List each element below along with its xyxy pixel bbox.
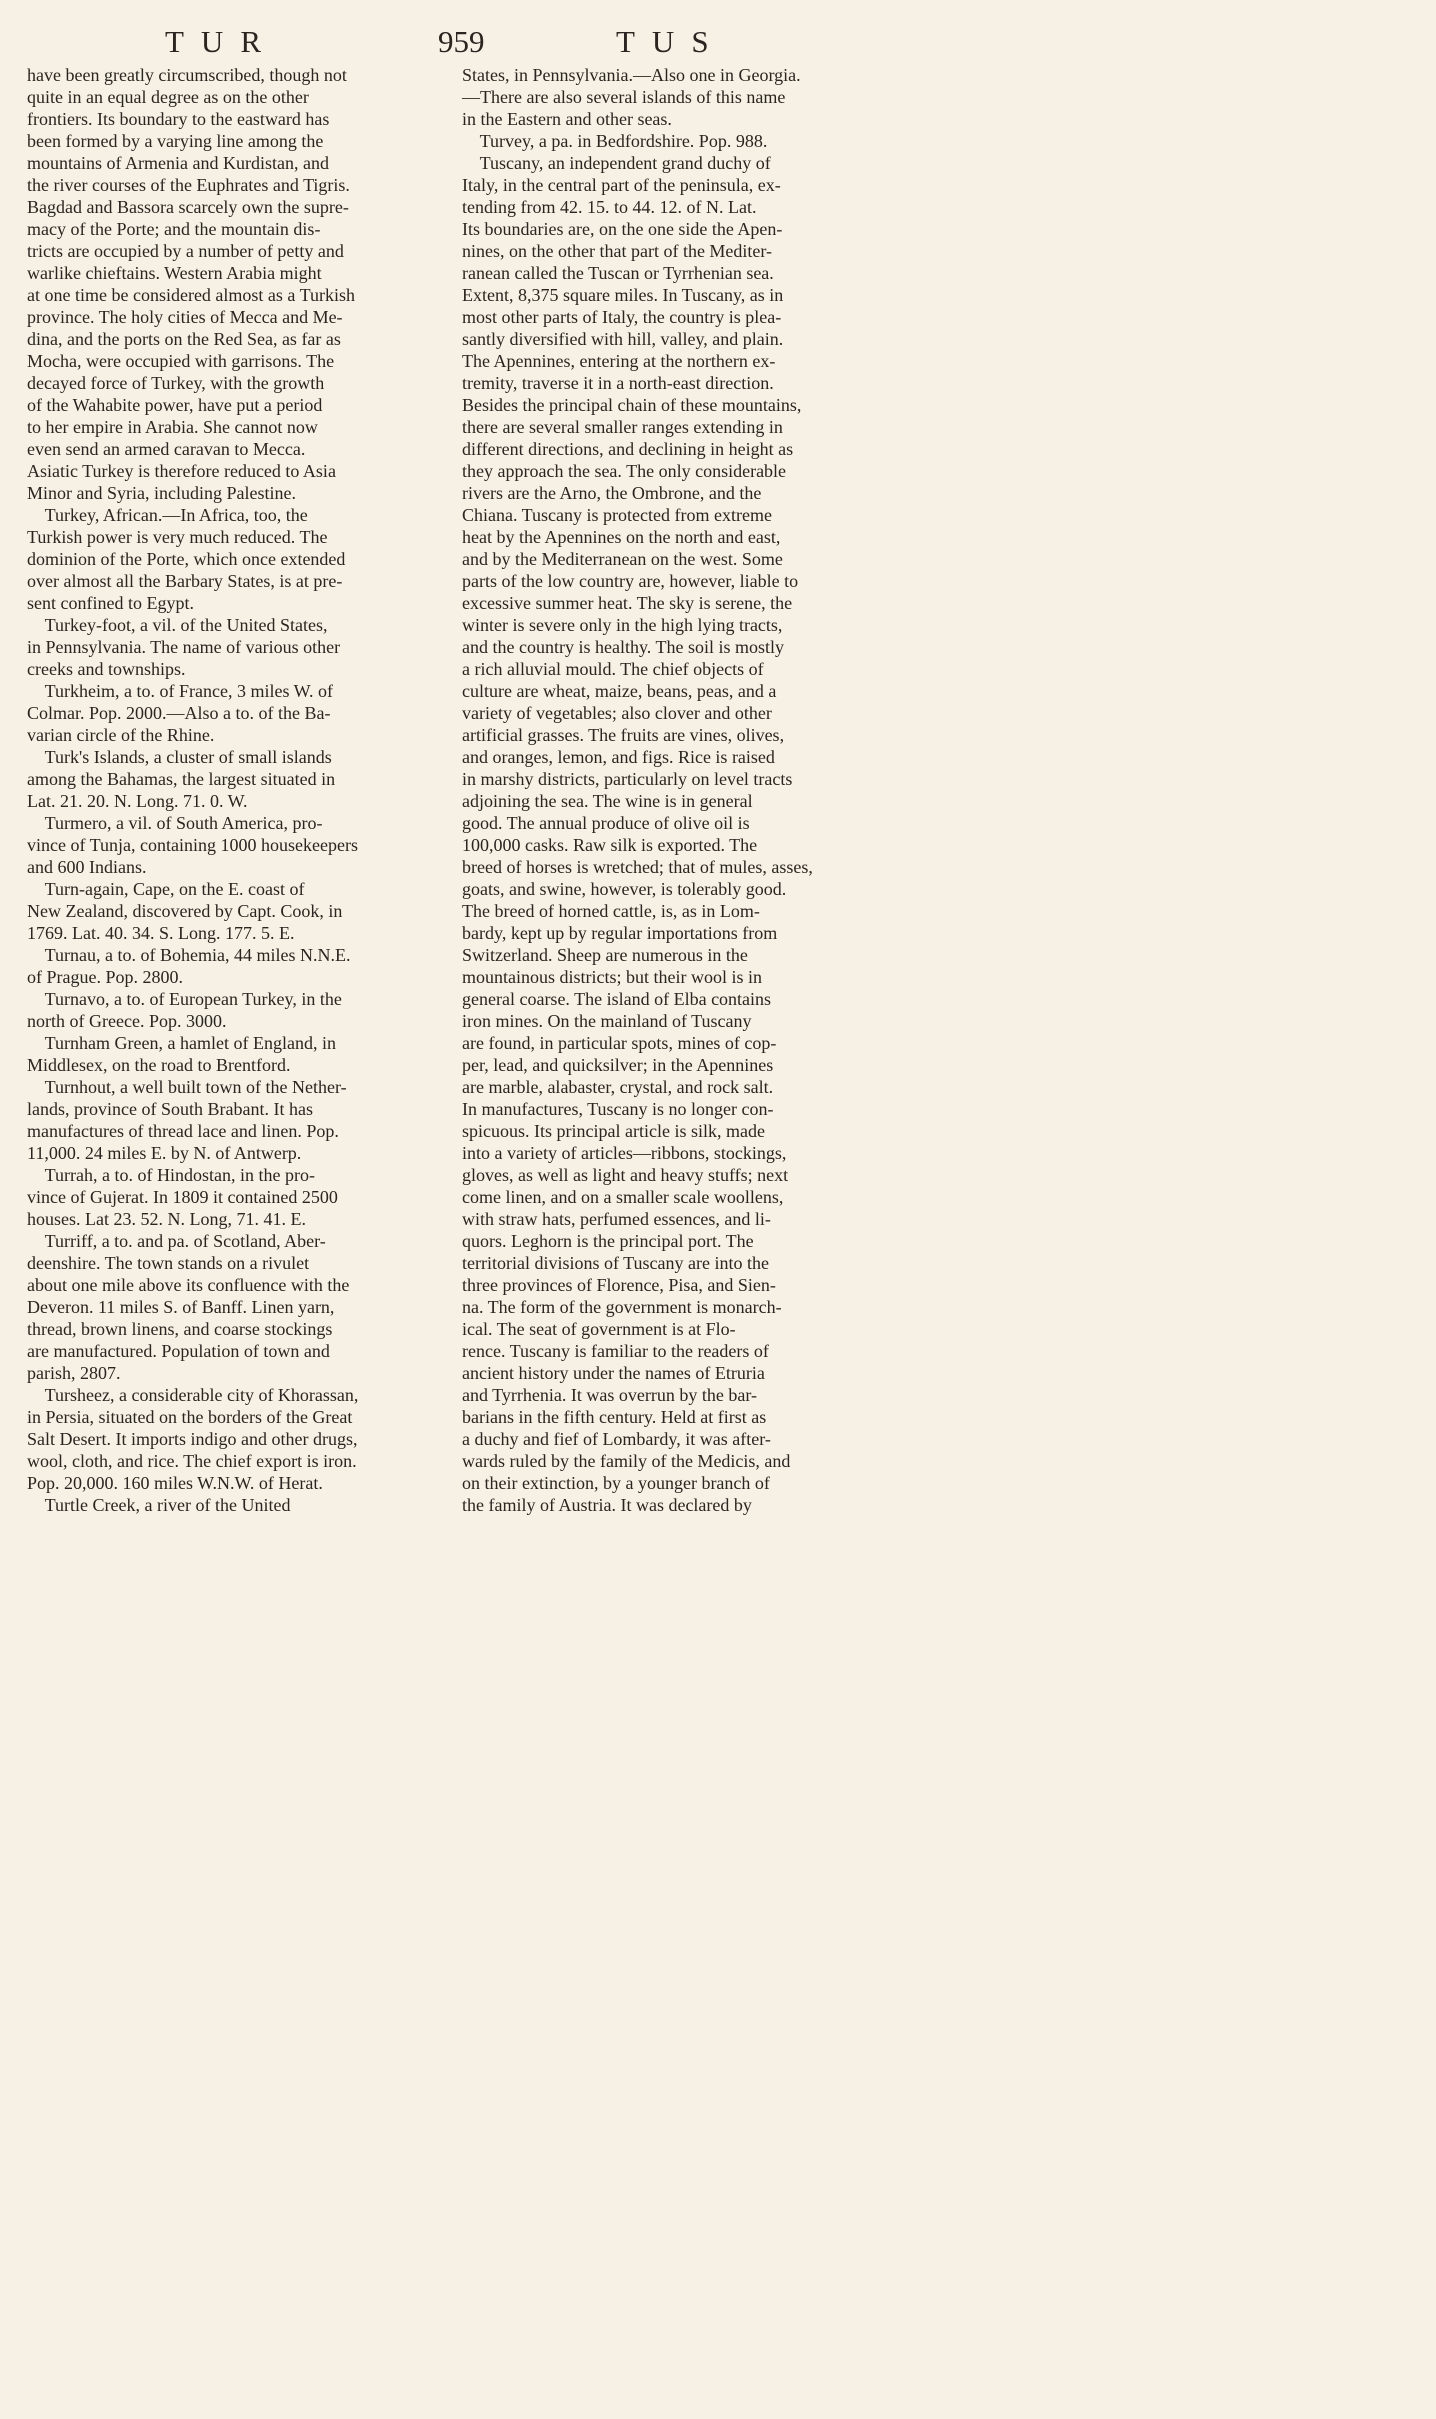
text-line: santly diversified with hill, valley, and plain. <box>462 329 784 349</box>
text-line: Turkish power is very much reduced. The <box>27 527 328 547</box>
text-line: rivers are the Arno, the Ombrone, and the <box>462 483 762 503</box>
header-left-guide-word: TUR <box>165 24 278 59</box>
text-line: Its boundaries are, on the one side the Apen- <box>462 219 783 239</box>
header-right-guide-word: TUS <box>616 24 726 59</box>
text-line: they approach the sea. The only considerable <box>462 461 787 481</box>
text-line: Asiatic Turkey is therefore reduced to Asia <box>27 461 336 481</box>
text-line: been formed by a varying line among the <box>27 131 324 151</box>
text-line: rence. Tuscany is familiar to the readers of <box>462 1341 769 1361</box>
text-line: —There are also several islands of this name <box>462 87 786 107</box>
text-line: houses. Lat 23. 52. N. Long, 71. 41. E. <box>27 1209 306 1229</box>
text-line: Turkey, African.—In Africa, too, the <box>27 505 308 525</box>
running-header <box>0 24 931 64</box>
text-line: Salt Desert. It imports indigo and other drugs, <box>27 1429 358 1449</box>
text-line: dina, and the ports on the Red Sea, as far as <box>27 329 341 349</box>
text-line: and by the Mediterranean on the west. Some <box>462 549 783 569</box>
text-line: to her empire in Arabia. She cannot now <box>27 417 318 437</box>
text-line: frontiers. Its boundary to the eastward has <box>27 109 330 129</box>
text-line: Turnham Green, a hamlet of England, in <box>27 1033 336 1053</box>
text-line: heat by the Apennines on the north and east, <box>462 527 781 547</box>
text-line: States, in Pennsylvania.—Also one in Georgia. <box>462 65 801 85</box>
text-line: iron mines. On the mainland of Tuscany <box>462 1011 752 1031</box>
text-line: spicuous. Its principal article is silk, made <box>462 1121 765 1141</box>
text-line: ranean called the Tuscan or Tyrrhenian sea. <box>462 263 774 283</box>
text-line: are marble, alabaster, crystal, and rock salt. <box>462 1077 774 1097</box>
text-line: in Pennsylvania. The name of various other <box>27 637 341 657</box>
text-line: artificial grasses. The fruits are vines, olives, <box>462 725 785 745</box>
text-line: about one mile above its confluence with the <box>27 1275 350 1295</box>
text-line: and oranges, lemon, and figs. Rice is raised <box>462 747 775 767</box>
text-line: culture are wheat, maize, beans, peas, and a <box>462 681 777 701</box>
text-line: nines, on the other that part of the Mediter- <box>462 241 773 261</box>
text-line: over almost all the Barbary States, is at pre- <box>27 571 343 591</box>
text-line: Tursheez, a considerable city of Khorassan, <box>27 1385 359 1405</box>
text-line: north of Greece. Pop. 3000. <box>27 1011 227 1031</box>
text-line: Turnhout, a well built town of the Nether- <box>27 1077 347 1097</box>
text-line: decayed force of Turkey, with the growth <box>27 373 325 393</box>
text-line: deenshire. The town stands on a rivulet <box>27 1253 310 1273</box>
text-line: quite in an equal degree as on the other <box>27 87 309 107</box>
text-line: excessive summer heat. The sky is serene, the <box>462 593 793 613</box>
text-line: winter is severe only in the high lying tracts, <box>462 615 783 635</box>
text-line: varian circle of the Rhine. <box>27 725 215 745</box>
text-line: the family of Austria. It was declared by <box>462 1495 752 1515</box>
text-line: in the Eastern and other seas. <box>462 109 672 129</box>
text-line: have been greatly circumscribed, though not <box>27 65 347 85</box>
text-line: na. The form of the government is monarch- <box>462 1297 782 1317</box>
text-line: Middlesex, on the road to Brentford. <box>27 1055 291 1075</box>
text-line: a duchy and fief of Lombardy, it was after- <box>462 1429 771 1449</box>
text-line: gloves, as well as light and heavy stuffs; next <box>462 1165 789 1185</box>
text-line: province. The holy cities of Mecca and Me- <box>27 307 343 327</box>
text-line: Switzerland. Sheep are numerous in the <box>462 945 748 965</box>
text-line: variety of vegetables; also clover and other <box>462 703 772 723</box>
text-line: parts of the low country are, however, liable to <box>462 571 799 591</box>
text-line: mountains of Armenia and Kurdistan, and <box>27 153 329 173</box>
text-line: a rich alluvial mould. The chief objects of <box>462 659 764 679</box>
text-line: In manufactures, Tuscany is no longer con- <box>462 1099 774 1119</box>
left-column <box>27 64 439 1516</box>
text-line: mountainous districts; but their wool is in <box>462 967 762 987</box>
text-line: Turriff, a to. and pa. of Scotland, Aber- <box>27 1231 326 1251</box>
text-line: general coarse. The island of Elba contains <box>462 989 772 1009</box>
text-line: Turtle Creek, a river of the United <box>27 1495 291 1515</box>
text-line: good. The annual produce of olive oil is <box>462 813 750 833</box>
text-line: come linen, and on a smaller scale woollens, <box>462 1187 784 1207</box>
text-line: goats, and swine, however, is tolerably good. <box>462 879 787 899</box>
text-line: warlike chieftains. Western Arabia might <box>27 263 322 283</box>
right-column <box>462 64 880 1516</box>
text-line: of Prague. Pop. 2800. <box>27 967 183 987</box>
text-line: bardy, kept up by regular importations from <box>462 923 778 943</box>
text-line: Turnavo, a to. of European Turkey, in the <box>27 989 342 1009</box>
text-line: Tuscany, an independent grand duchy of <box>462 153 771 173</box>
text-line: are found, in particular spots, mines of cop- <box>462 1033 777 1053</box>
text-line: Besides the principal chain of these mountains, <box>462 395 802 415</box>
text-line: there are several smaller ranges extending in <box>462 417 783 437</box>
text-line: 1769. Lat. 40. 34. S. Long. 177. 5. E. <box>27 923 295 943</box>
text-line: New Zealand, discovered by Capt. Cook, in <box>27 901 343 921</box>
text-line: ical. The seat of government is at Flo- <box>462 1319 736 1339</box>
text-line: quors. Leghorn is the principal port. The <box>462 1231 754 1251</box>
text-line: in Persia, situated on the borders of the Great <box>27 1407 353 1427</box>
text-line: per, lead, and quicksilver; in the Apennines <box>462 1055 774 1075</box>
text-line: with straw hats, perfumed essences, and li- <box>462 1209 771 1229</box>
text-line: adjoining the sea. The wine is in general <box>462 791 753 811</box>
text-line: sent confined to Egypt. <box>27 593 194 613</box>
text-line: on their extinction, by a younger branch of <box>462 1473 770 1493</box>
text-line: even send an armed caravan to Mecca. <box>27 439 306 459</box>
text-line: barians in the fifth century. Held at first as <box>462 1407 767 1427</box>
text-line: dominion of the Porte, which once extended <box>27 549 346 569</box>
text-line: Turvey, a pa. in Bedfordshire. Pop. 988. <box>462 131 768 151</box>
text-line: most other parts of Italy, the country is plea- <box>462 307 782 327</box>
text-line: tricts are occupied by a number of petty and <box>27 241 344 261</box>
text-line: Turn-again, Cape, on the E. coast of <box>27 879 305 899</box>
text-line: creeks and townships. <box>27 659 186 679</box>
text-line: three provinces of Florence, Pisa, and Sien- <box>462 1275 776 1295</box>
text-line: macy of the Porte; and the mountain dis- <box>27 219 321 239</box>
text-line: of the Wahabite power, have put a period <box>27 395 323 415</box>
dictionary-page <box>0 0 931 1568</box>
text-line: territorial divisions of Tuscany are into the <box>462 1253 769 1273</box>
page-number: 959 <box>438 24 485 59</box>
text-line: Turkey-foot, a vil. of the United States, <box>27 615 328 635</box>
text-line: ancient history under the names of Etruria <box>462 1363 765 1383</box>
text-line: manufactures of thread lace and linen. Pop. <box>27 1121 339 1141</box>
text-line: Mocha, were occupied with garrisons. The <box>27 351 335 371</box>
text-line: and the country is healthy. The soil is mostly <box>462 637 784 657</box>
text-line: Deveron. 11 miles S. of Banff. Linen yarn, <box>27 1297 335 1317</box>
text-line: Turrah, a to. of Hindostan, in the pro- <box>27 1165 315 1185</box>
text-line: Pop. 20,000. 160 miles W.N.W. of Herat. <box>27 1473 323 1493</box>
text-line: breed of horses is wretched; that of mules, asses, <box>462 857 813 877</box>
text-line: Turk's Islands, a cluster of small islands <box>27 747 332 767</box>
text-line: Italy, in the central part of the peninsula, ex- <box>462 175 781 195</box>
text-line: tremity, traverse it in a north-east direction. <box>462 373 774 393</box>
text-line: parish, 2807. <box>27 1363 121 1383</box>
text-line: into a variety of articles—ribbons, stockings, <box>462 1143 787 1163</box>
text-line: vince of Tunja, containing 1000 housekeepers <box>27 835 358 855</box>
text-line: Lat. 21. 20. N. Long. 71. 0. W. <box>27 791 248 811</box>
text-line: Turkheim, a to. of France, 3 miles W. of <box>27 681 333 701</box>
text-line: in marshy districts, particularly on level tracts <box>462 769 793 789</box>
text-line: are manufactured. Population of town and <box>27 1341 330 1361</box>
text-line: Extent, 8,375 square miles. In Tuscany, as in <box>462 285 784 305</box>
text-line: among the Bahamas, the largest situated in <box>27 769 336 789</box>
text-line: and 600 Indians. <box>27 857 147 877</box>
text-line: Turmero, a vil. of South America, pro- <box>27 813 323 833</box>
text-line: wool, cloth, and rice. The chief export is iron. <box>27 1451 357 1471</box>
text-line: vince of Gujerat. In 1809 it contained 2500 <box>27 1187 338 1207</box>
text-line: at one time be considered almost as a Turkish <box>27 285 355 305</box>
text-line: Bagdad and Bassora scarcely own the supre- <box>27 197 349 217</box>
text-line: 100,000 casks. Raw silk is exported. The <box>462 835 758 855</box>
text-line: lands, province of South Brabant. It has <box>27 1099 313 1119</box>
text-line: Colmar. Pop. 2000.—Also a to. of the Ba- <box>27 703 331 723</box>
text-line: different directions, and declining in height as <box>462 439 794 459</box>
text-line: the river courses of the Euphrates and Tigris. <box>27 175 350 195</box>
text-line: Chiana. Tuscany is protected from extreme <box>462 505 772 525</box>
text-line: Minor and Syria, including Palestine. <box>27 483 296 503</box>
text-line: The Apennines, entering at the northern ex- <box>462 351 776 371</box>
text-line: thread, brown linens, and coarse stockings <box>27 1319 333 1339</box>
text-line: and Tyrrhenia. It was overrun by the bar- <box>462 1385 757 1405</box>
text-line: The breed of horned cattle, is, as in Lom- <box>462 901 760 921</box>
text-line: tending from 42. 15. to 44. 12. of N. Lat. <box>462 197 757 217</box>
text-line: wards ruled by the family of the Medicis, and <box>462 1451 791 1471</box>
text-line: Turnau, a to. of Bohemia, 44 miles N.N.E. <box>27 945 351 965</box>
text-line: 11,000. 24 miles E. by N. of Antwerp. <box>27 1143 302 1163</box>
